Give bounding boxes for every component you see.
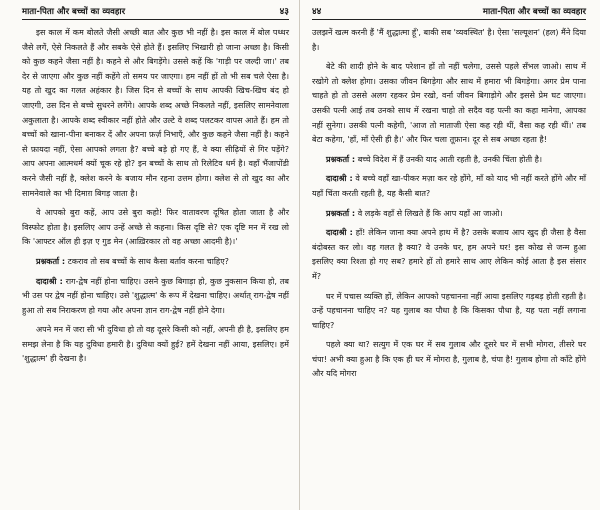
right-page-header: [312, 3, 586, 20]
dialogue-paragraph: [22, 255, 289, 270]
body-paragraph: उलझनें खत्म करनी हैं 'मैं शुद्धात्मा हूँ', बाकी सब 'व्यवस्थित' है। ऐसा 'सल्यूशन' (हल) मैंने दिया है।: [312, 28, 586, 52]
body-paragraph: अपने मन में जरा सी भी दुविधा हो तो वह दूसरे किसी को नहीं, अपनी ही है, इसलिए हम समझ लेना है कि यह दुविधा हमारी है। दुविधा क्यों हुई? हमें देखना नहीं आया, इसलिए। हमें 'शुद्धात्म' ही देखना है।: [22, 325, 289, 364]
body-paragraph: बेटे की शादी होने के बाद परेशान हों तो नहीं चलेगा, उससे पहले सँभल जाओ। साथ में रखोगे तो क्लेश होगा। उसका जीवन बिगड़ेगा और साथ में हमारा भी बिगड़ेगा। अगर प्रेम पाना चाहते हो तो उससे अलग रहकर प्रेम रखो, वर्ना जीवन बिगाड़ोगे और इससे प्रेम घट जाएगा। उसकी पत्नी आई तब उनको साथ में रखना चाहो तो सदैव वह पत्नी का कहा मानेगा, आपका नहीं सुनेगा। उसकी पत्नी कहेगी, 'आज तो माताजी ऐसा कह रही थीं, वैसा कह रही थीं।' तब बेटा कहेगा, 'हाँ, माँ ऐसी ही है।' और फिर चला तूफ़ान। दूर से सब अच्छा रहता है!: [312, 62, 586, 145]
dialogue-text: वे लड़के वहाँ से लिखते हैं कि आप यहाँ आ जाओ।: [357, 208, 503, 218]
dialogue-paragraph: [312, 226, 586, 284]
dialogue-paragraph: [312, 153, 586, 168]
speaker-label: प्रश्नकर्ता :: [326, 154, 356, 164]
right-page: [300, 0, 600, 510]
left-page-number: ४३: [279, 7, 289, 17]
body-paragraph: वे आपको बुरा कहें, आप उसे बुरा कहो! फिर वातावरण दूषित होता जाता है और विस्फोट होता है। इसलिए आप उन्हें अच्छे से कहना। किस दृष्टि से? एक दृष्टि मन में रख लो कि 'आफ्टर ऑल ही इज़ ए गुड मेन (आख़िरकार तो वह अच्छा आदमी है)।': [22, 208, 289, 247]
dialogue-paragraph: [312, 207, 586, 222]
speaker-label: प्रश्नकर्ता :: [326, 208, 356, 218]
body-paragraph: पहले क्या था? सत्युग में एक घर में सब गुलाब और दूसरे घर में सभी मोगरा, तीसरे घर चंपा! अभी क्या हुआ है कि एक ही घर में मोगरा है, गुलाब है, चंपा है! गुलाब होगा तो काँटे होंगे और यदि मोगरा: [312, 340, 586, 379]
dialogue-text: हाँ! लेकिन जाना क्या अपने हाथ में है? उसके बजाय आप खुद ही जैसा है वैसा बंदोबस्त कर लो। वह गलत है क्या? वे उनके घर, हम अपने घर! इस कोख से जन्म हुआ इसलिए क्या रिश्ता हो गए सब? हमारे हों तो हमारे साथ आए लेकिन कोई आता है इस संसार में?: [312, 228, 587, 281]
speaker-label: दादाश्री :: [36, 276, 63, 286]
dialogue-paragraph: [22, 275, 289, 319]
dialogue-text: वे बच्चे वहाँ खा-पीकर मज़ा कर रहे होंगे, माँ को याद भी नहीं करते होंगे और माँ यहाँ चिंता करती रहती है, यह कैसी बात?: [312, 174, 586, 198]
speaker-label: दादाश्री :: [326, 228, 353, 238]
body-paragraph: इस काल में कम बोलते जैसी अच्छी बात और कुछ भी नहीं है। इस काल में बोल पथ्थर जैसे लगें, ऐसे निकलते हैं और सबके ऐसे होते हैं। इसलिए भिखारी हो जाना अच्छा है। किसी को कुछ कहने जैसा नहीं है। कहने से और बिगड़ेंगे। उससे कहें कि 'गाड़ी पर जल्दी जा।' तब देर से जाएगा और कुछ नहीं कहेंगे तो समय पर जाएगा। हम नहीं हों तो भी सब चले ऐसा है। यह तो खुद का गलत अहंकार है। जिस दिन से बच्चों के साथ आपकी खिच-खिच बंद हो जाएगी, उस दिन से बच्चे सुधरने लगेंगे। आपके शब्द अच्छे निकलते नहीं, इसलिए सामनेवाला अकुलाता है। आपके शब्द स्वीकार नहीं होते और उल्टे वे शब्द पलटकर वापस आते हैं। हम तो बच्चों को खाना-पीना बनाकर दें और अपना फ़र्ज़ निभाएँ, और कुछ कहने जैसा नहीं है। कहने से फ़ायदा नहीं, ऐसा आपको लगता है? बच्चे बड़े हो गए हैं, वे क्या सीढ़ियों से गिर पड़ेंगे? आप अपना आत्मधर्म क्यों चूक रहे हो? इन बच्चों के साथ तो रिलेटिव धर्म है। वहाँ भैंजापोंडी करने जैसी नहीं है, क्लेश करने के बजाय मौन रहना उत्तम होगा। क्लेश से तो खुद का और सामनेवाले का भी दिमाग़ बिगड़ जाता है।: [22, 28, 289, 198]
dialogue-paragraph: [312, 172, 586, 201]
dialogue-text: बच्चे विदेश में हैं उनकी याद आती रहती है, उनकी चिंता होती है।: [357, 154, 543, 164]
right-page-number: ४४: [312, 7, 322, 17]
left-page-header: [22, 3, 289, 20]
dialogue-text: टकराव तो सब बच्चों के साथ कैसा बर्ताव करना चाहिए?: [67, 256, 229, 266]
body-paragraph: घर में पचास व्यक्ति हों, लेकिन आपको पहचानना नहीं आया इसलिए गड़बड़ होती रहती है। उन्हें पहचानना चाहिए न? यह गुलाब का पौधा है कि किसका पौधा है, यह पता नहीं लगाना चाहिए?: [312, 291, 586, 330]
dialogue-text: राग-द्वेष नहीं होना चाहिए। उसने कुछ बिगाड़ा हो, कुछ नुकसान किया हो, तब भी उस पर द्वेष नहीं होना चाहिए। उसे 'शुद्धात्म' के रूप में देखना चाहिए। अर्थात् राग-द्वेष नहीं हुआ तो सब निराकरण हो गया और अपना ज्ञान राग-द्वेष नहीं होने देगा।: [22, 276, 290, 315]
speaker-label: दादाश्री :: [326, 174, 353, 184]
right-header-title: माता-पिता और बच्चों का व्यवहार: [482, 7, 586, 17]
left-header-title: माता-पिता और बच्चों का व्यवहार: [22, 7, 126, 17]
right-page-body: [312, 26, 586, 382]
left-page-body: [22, 26, 289, 367]
speaker-label: प्रश्नकर्ता :: [36, 256, 66, 266]
